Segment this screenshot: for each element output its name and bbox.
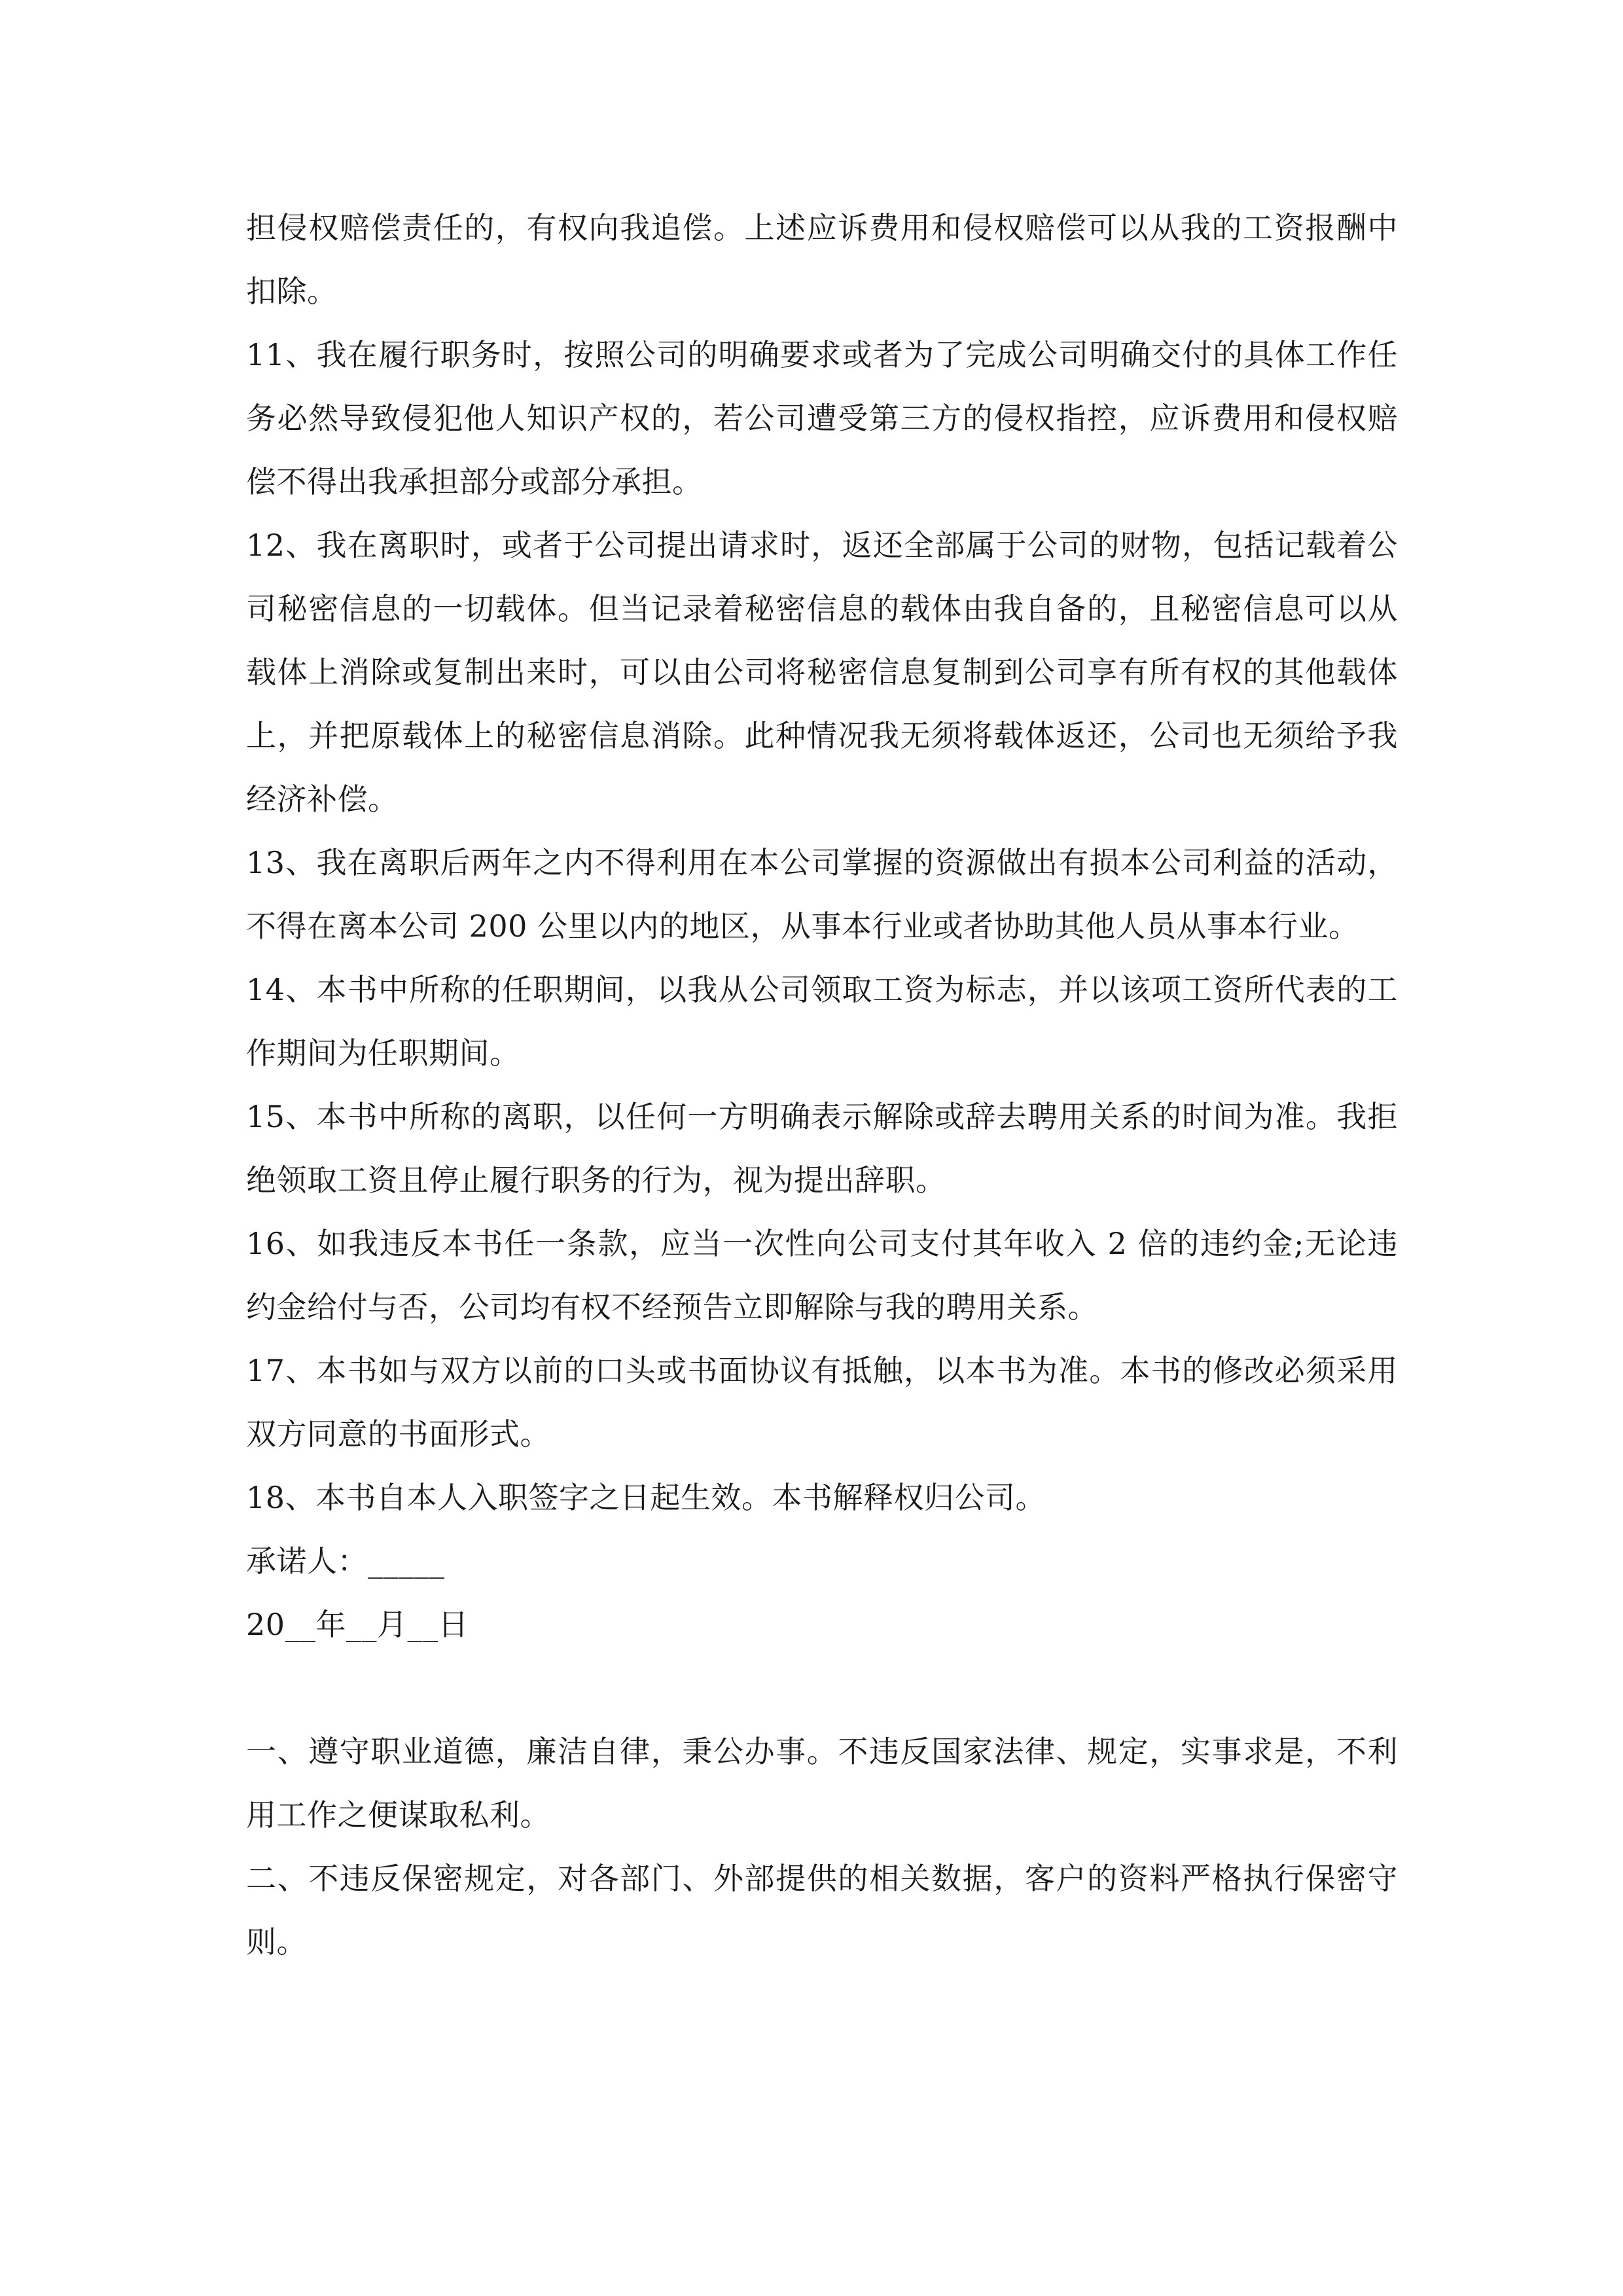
paragraph-liability-continuation: 担侵权赔偿责任的，有权向我追偿。上述应诉费用和侵权赔偿可以从我的工资报酬中扣除。 bbox=[246, 210, 1398, 309]
clause-13: 13、我在离职后两年之内不得利用在本公司掌握的资源做出有损本公司利益的活动，不得在离本公司 200 公里以内的地区，从事本行业或者协助其他人员从事本行业。 bbox=[246, 845, 1398, 944]
rule-2: 二、不违反保密规定，对各部门、外部提供的相关数据，客户的资料严格执行保密守则。 bbox=[246, 1861, 1398, 1960]
clause-16: 16、如我违反本书任一条款，应当一次性向公司支付其年收入 2 倍的违约金;无论违约金给付与否，公司均有权不经预告立即解除与我的聘用关系。 bbox=[246, 1226, 1398, 1325]
signature-date-line: 20__年__月__日 bbox=[246, 1607, 469, 1642]
clause-15: 15、本书中所称的离职，以任何一方明确表示解除或辞去聘用关系的时间为准。我拒绝领取工资且停止履行职务的行为，视为提出辞职。 bbox=[246, 1099, 1398, 1198]
clause-12: 12、我在离职时，或者于公司提出请求时，返还全部属于公司的财物，包括记载着公司秘密信息的一切载体。但当记录着秘密信息的载体由我自备的，且秘密信息可以从载体上消除或复制出来时，可以由公司将秘密信息复制到公司享有所有权的其他载体上，并把原载体上的秘密信息消除。此种情况我无须将载体返还，公司也无须给予我经济补偿。 bbox=[246, 528, 1398, 817]
section-spacer bbox=[246, 1657, 1398, 1720]
document-body bbox=[246, 196, 1398, 1974]
clause-17: 17、本书如与双方以前的口头或书面协议有抵触，以本书为准。本书的修改必须采用双方同意的书面形式。 bbox=[246, 1353, 1398, 1452]
rule-1: 一、遵守职业道德，廉洁自律，秉公办事。不违反国家法律、规定，实事求是，不利用工作之便谋取私利。 bbox=[246, 1734, 1398, 1833]
clause-11: 11、我在履行职务时，按照公司的明确要求或者为了完成公司明确交付的具体工作任务必然导致侵犯他人知识产权的，若公司遭受第三方的侵权指控，应诉费用和侵权赔偿不得出我承担部分或部分承担。 bbox=[246, 337, 1398, 499]
clause-18: 18、本书自本人入职签字之日起生效。本书解释权归公司。 bbox=[246, 1480, 1046, 1515]
clause-14: 14、本书中所称的任职期间，以我从公司领取工资为标志，并以该项工资所代表的工作期间为任职期间。 bbox=[246, 972, 1398, 1071]
promisor-signature-line: 承诺人：_____ bbox=[246, 1543, 445, 1579]
